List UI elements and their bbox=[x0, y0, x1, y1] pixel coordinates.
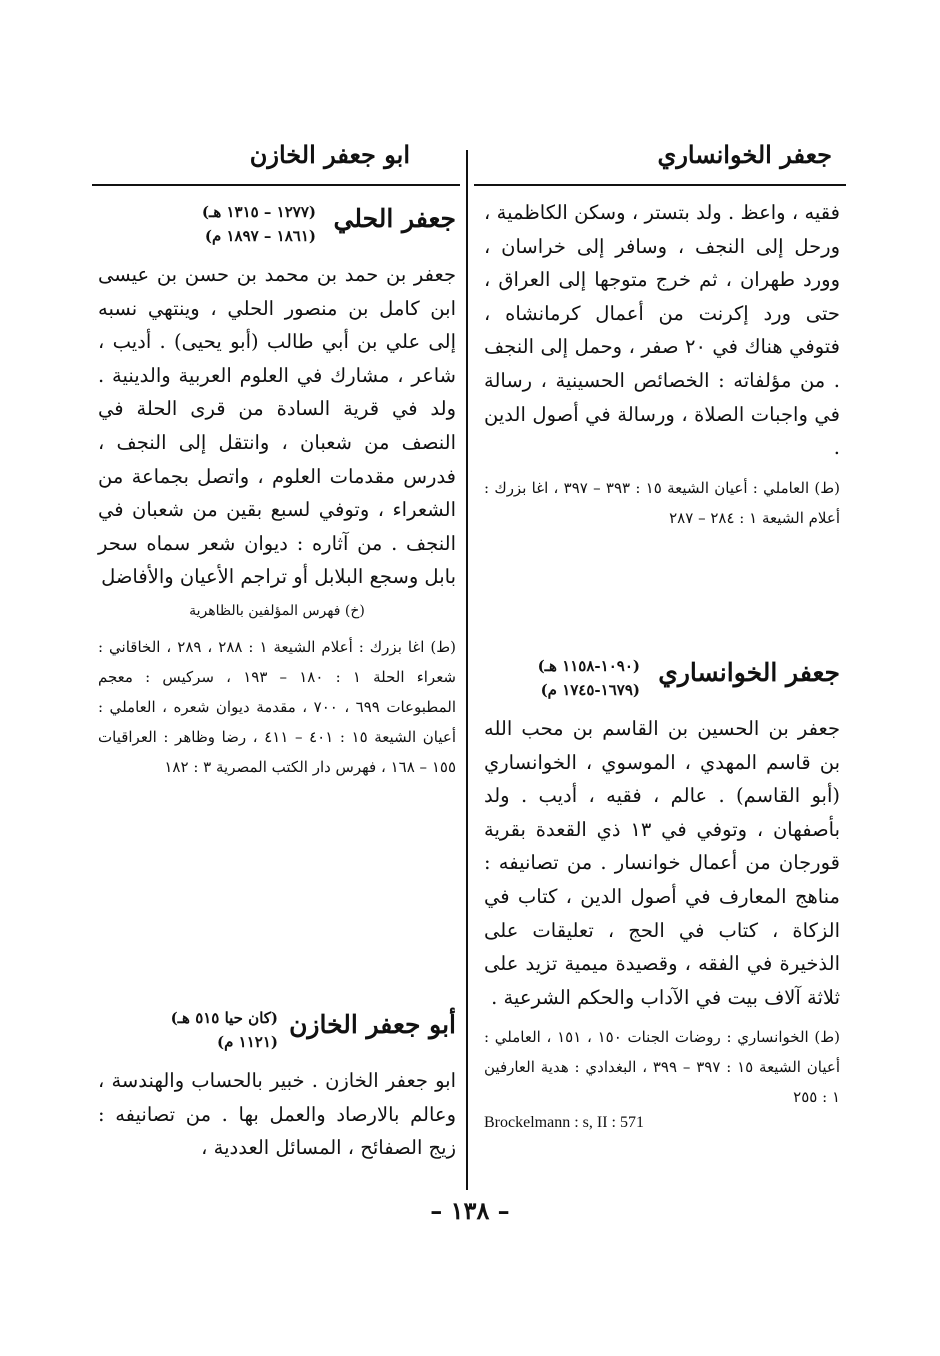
entry-text: ابو جعفر الخازن . خبير بالحساب والهندسة ، وعالم بالارصاد والعمل بها . من تصانيفه : زيج الصفائح ، المسائل العددية ، bbox=[98, 1069, 456, 1160]
left-header-rule bbox=[92, 184, 460, 186]
left-running-header: ابو جعفر الخازن bbox=[249, 140, 410, 169]
entry-khazin bbox=[98, 1006, 456, 1165]
dates-hijri: (١٢٧٧ – ١٣١٥ هـ) bbox=[201, 203, 316, 221]
right-column bbox=[484, 196, 840, 533]
latin-reference: Brockelmann : s, II : 571 bbox=[484, 1114, 644, 1132]
column-divider bbox=[466, 150, 468, 1190]
entry-text: جعفر بن حمد بن محمد بن حسن بن عيسى ابن كامل بن منصور الحلي ، وينتهي نسبه إلى علي بن أبي طالب (أبو يحيى) . أديب ، شاعر ، مشارك في العلوم العربية والدينية . ولد في قرية السادة من قرى الحلة في النصف من شعبان ، وانتقل إلى النجف ، فدرس مقدمات العلوم ، واتصل بجماعة من الشعراء ، وتوفي لسبع بقين من شعبان في النجف . من آثاره : ديوان شعر سماه سحر بابل وسجع البلابل أو تراجم الأعيان والأفاضل bbox=[98, 263, 456, 589]
entry-references: (ط) الخوانساري : روضات الجنات ١٥٠ ، ١٥١ ، العاملي : أعيان الشيعة ١٥ : ٣٩٧ – ٣٩٩ ، البغدادي : هدية العارفين ١ : ٢٥٥ bbox=[484, 1028, 840, 1107]
right-header-rule bbox=[474, 184, 846, 186]
dates-gregorian: (١٨٦١ – ١٨٩٧ م) bbox=[204, 227, 316, 245]
entry-dates bbox=[202, 200, 316, 248]
entry-heading bbox=[98, 1006, 456, 1064]
page-number: – ١٣٨ – bbox=[430, 1196, 510, 1225]
entry-heading bbox=[98, 200, 456, 258]
entry-references: (ط) اغا بزرك : أعلام الشيعة ١ : ٢٨٨ ، ٢٨٩ ، الخاقاني : شعراء الحلة ١ : ١٨٠ – ١٩٣ ، سركيس : معجم المطبوعات ٦٩٩ ، ٧٠٠ ، مقدمة ديوان شعره ، العاملي : أعيان الشيعة ١٥ : ٤٠١ – ٤١١ ، رضا وظاهر : العراقيات ١٥٥ – ١٦٨ ، فهرس دار الكتب المصرية ٣ : ١٨٢ bbox=[98, 637, 456, 776]
dates-hijri: (١٠٩٠-١١٥٨ هـ) bbox=[537, 657, 640, 675]
entry-name: جعفر الحلي bbox=[333, 204, 456, 233]
right-running-header: جعفر الخوانساري bbox=[657, 140, 832, 169]
entry-heading bbox=[484, 654, 840, 712]
entry-name: جعفر الخوانساري bbox=[658, 658, 840, 687]
entry-khwansari bbox=[484, 654, 840, 1132]
entry-dates bbox=[538, 654, 640, 702]
entry-name: أبو جعفر الخازن bbox=[289, 1010, 456, 1039]
dates-gregorian: (١٦٧٩-١٧٤٥ م) bbox=[540, 681, 640, 699]
manuscript-note: (خ) فهرس المؤلفين بالظاهرية bbox=[189, 602, 365, 619]
entry-text: جعفر بن الحسين بن القاسم بن محب الله بن قاسم المهدي ، الموسوي ، الخوانساري (أبو القاسم) . عالم ، فقيه ، أديب . ولد بأصفهان ، وتوفي في ١٣ ذي القعدة بقرية قورجان من أعمال خوانسار . من تصانيفه : مناهج المعارف في أصول الدين ، كتاب في الزكاة ، كتاب في الحج ، تعليقات على الذخيرة في الفقه ، وقصيدة ميمية تزيد على ثلاثة آلاف بيت في الآداب والحكم الشرعية . bbox=[484, 717, 841, 1009]
entry-hilli bbox=[98, 200, 456, 782]
continuation-references: (ط) العاملي : أعيان الشيعة ١٥ : ٣٩٣ – ٣٩٧ ، اغا بزرك : أعلام الشيعة ١ : ٢٨٤ – ٢٨٧ bbox=[484, 478, 841, 527]
dates-gregorian: (١١٢١ م) bbox=[217, 1033, 278, 1051]
continuation-text: فقيه ، واعظ . ولد بتستر ، وسكن الكاظمية ، ورحل إلى النجف ، وسافر إلى خراسان ، وورد طهران ، ثم خرج متوجها إلى العراق ، حتى ورد إكرنت من أعمال كرمانشاه ، فتوفي هناك في ٢٠ صفر ، وحمل إلى النجف . من مؤلفاته : الخصائص الحسينية ، رسالة في واجبات الصلاة ، ورسالة في أصول الدين . bbox=[484, 201, 840, 460]
entry-dates bbox=[171, 1006, 278, 1054]
dates-hijri: (كان حيا ٥١٥ هـ) bbox=[170, 1009, 278, 1027]
